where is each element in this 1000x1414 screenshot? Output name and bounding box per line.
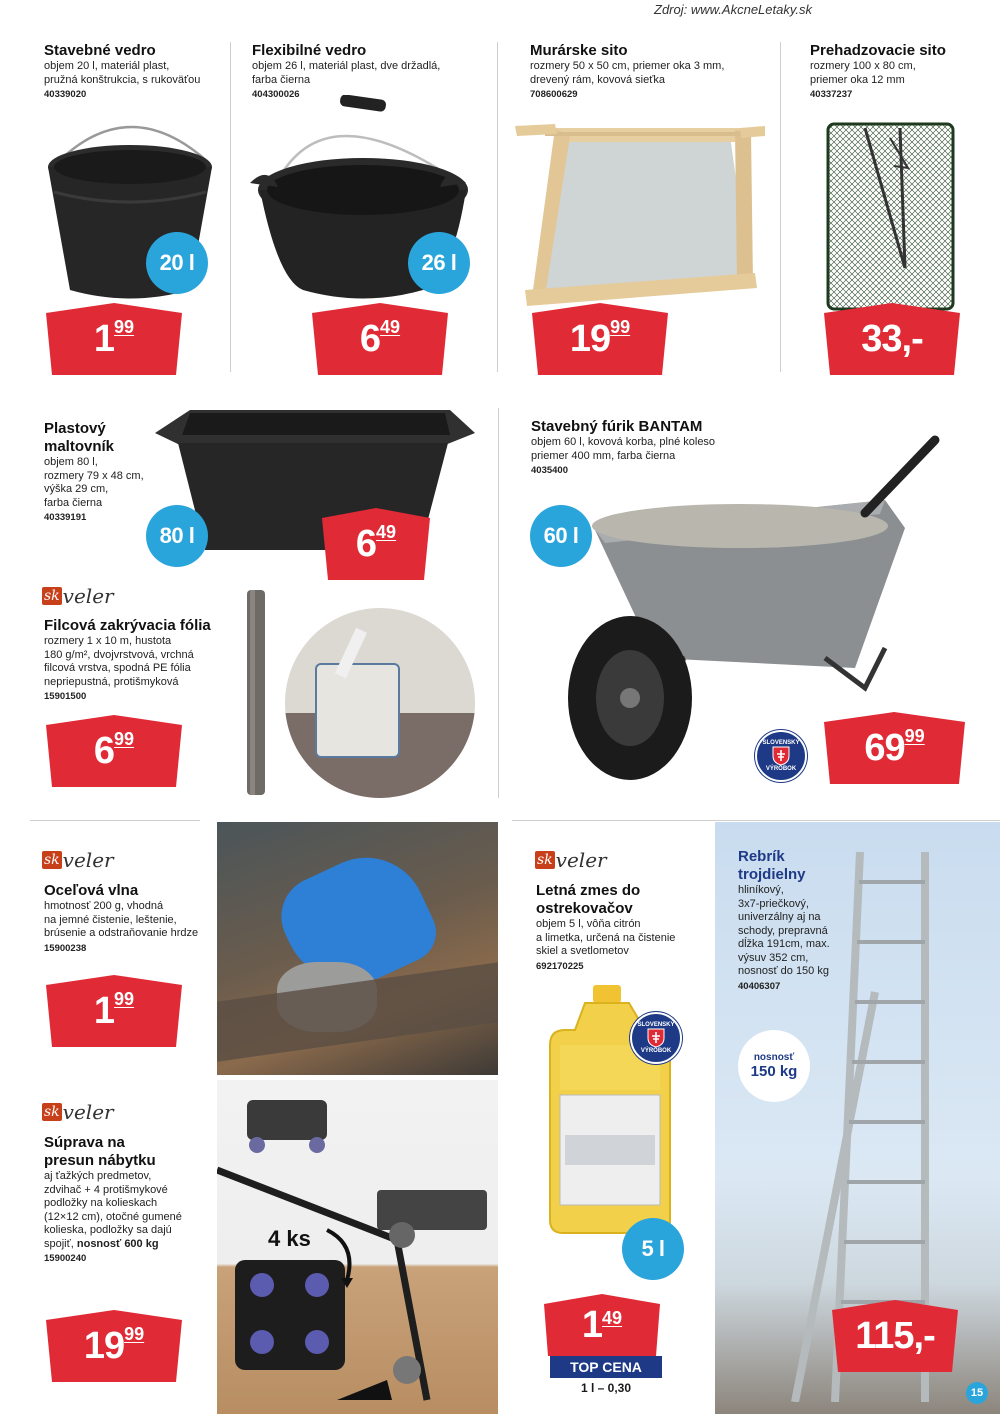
price-tag xyxy=(44,975,184,1047)
product-desc-line: hliníkový, xyxy=(738,884,784,896)
volume-badge: 5 l xyxy=(622,1218,684,1280)
product-mover-info xyxy=(44,1134,219,1264)
price-tag xyxy=(830,1300,960,1372)
logo-prefix: sk xyxy=(44,588,60,604)
price-tag xyxy=(44,1310,184,1382)
product-desc-line: rozmery 1 x 10 m, hustota xyxy=(44,635,172,647)
product-flex-bucket-info xyxy=(252,42,492,100)
product-desc-line: podložky na kolieskach xyxy=(44,1197,158,1209)
product-code: 40339020 xyxy=(44,89,87,100)
product-desc-line: brúsenie a odstraňovanie hrdze xyxy=(44,927,199,939)
slovak-shield-icon xyxy=(647,1028,665,1048)
slovak-product-badge xyxy=(755,730,807,782)
product-title: Filcová zakrývacia fólia xyxy=(44,617,211,634)
price-tag xyxy=(530,303,670,375)
price-tag xyxy=(542,1294,662,1356)
top-price-label: TOP CENA xyxy=(550,1356,662,1378)
price-tag xyxy=(310,303,450,375)
veler-logo xyxy=(535,848,607,872)
product-desc-line: objem 5 l, vôňa citrón xyxy=(536,918,641,930)
product-code: 15900238 xyxy=(44,942,87,954)
product-code: 15901500 xyxy=(44,691,87,702)
product-desc-line: kolieska, podložky sa dajú xyxy=(44,1224,172,1236)
price-cents: 99 xyxy=(114,317,135,337)
logo-text: veler xyxy=(62,584,114,608)
product-desc-line: priemer oka 12 mm xyxy=(810,73,905,86)
logo-text: veler xyxy=(62,848,114,872)
product-desc-line: na jemné čistenie, leštenie, xyxy=(44,913,177,926)
desc-text: spojiť, xyxy=(44,1237,77,1250)
load-value: 150 kg xyxy=(750,1063,798,1080)
product-code: 404300026 xyxy=(252,89,300,100)
product-title: Flexibilné vedro xyxy=(252,42,367,59)
product-title: Letná zmes do xyxy=(536,882,641,899)
product-title: presun nábytku xyxy=(44,1152,156,1169)
price-tag xyxy=(320,508,432,580)
product-desc-line: univerzálny aj na xyxy=(738,911,821,923)
divider xyxy=(780,42,781,372)
product-desc-line: rozmery 100 x 80 cm, xyxy=(810,60,916,72)
product-desc-line: objem 80 l, xyxy=(44,456,98,468)
product-desc-line: rozmery 50 x 50 cm, priemer oka 3 mm, xyxy=(530,60,725,72)
product-title: maltovník xyxy=(44,438,115,455)
slovak-product-badge xyxy=(630,1012,682,1064)
product-title: Oceľová vlna xyxy=(44,882,139,899)
product-desc-line: 180 g/m², dvojvrstvová, vrchná xyxy=(44,648,194,661)
product-code: 692170225 xyxy=(536,960,584,972)
price-cents: 49 xyxy=(602,1308,623,1328)
divider xyxy=(30,820,200,821)
price-cents: 99 xyxy=(114,989,135,1009)
price-cents: 49 xyxy=(376,522,397,542)
product-desc-line: aj ťažkých predmetov, xyxy=(44,1170,152,1182)
product-code: 15900240 xyxy=(44,1253,87,1264)
product-sieve-info xyxy=(530,42,775,100)
sieve-image xyxy=(515,118,765,308)
badge-line: SLOVENSKÝ xyxy=(762,740,800,746)
product-wool-info xyxy=(44,882,219,954)
product-throw-sieve-info xyxy=(810,42,995,100)
product-desc-line: nosnosť do 150 kg xyxy=(738,965,829,977)
volume-badge: 80 l xyxy=(146,505,208,567)
product-code: 40339191 xyxy=(44,512,87,523)
price-cents: 99 xyxy=(904,726,925,746)
product-code: 40337237 xyxy=(810,89,853,100)
product-title: Prehadzovacie sito xyxy=(810,42,946,59)
product-desc-line: pružná konštrukcia, s rukoväťou xyxy=(44,73,201,86)
product-bucket-info xyxy=(44,42,229,100)
product-desc-line: rozmery 79 x 48 cm, xyxy=(44,469,144,482)
product-desc-line: (12×12 cm), otočné gumené xyxy=(44,1210,182,1223)
logo-prefix: sk xyxy=(537,852,553,868)
badge-line: SLOVENSKÝ xyxy=(637,1022,675,1028)
price-tag xyxy=(822,303,962,375)
load-label: nosnosť xyxy=(753,1052,795,1063)
product-code: 4035400 xyxy=(531,465,568,476)
product-title: Stavebný fúrik BANTAM xyxy=(531,418,703,435)
price-cents: 99 xyxy=(610,317,631,337)
product-desc-line: hmotnosť 200 g, vhodná xyxy=(44,900,164,912)
divider xyxy=(512,820,1000,821)
product-desc-line: filcová vrstva, spodná PE fólia xyxy=(44,662,191,674)
product-desc-line: skiel a svetlometov xyxy=(536,945,629,957)
product-ladder-info xyxy=(738,848,878,992)
product-desc-line: a limetka, určená na čistenie xyxy=(536,931,676,944)
price-main: 115,- xyxy=(855,1315,935,1357)
divider xyxy=(230,42,231,372)
product-desc-line: zdvihač + 4 protišmykové xyxy=(44,1183,168,1196)
price-main: 1 xyxy=(581,1304,603,1346)
product-desc-line: farba čierna xyxy=(252,73,311,86)
price-main: 6 xyxy=(359,318,381,360)
divider xyxy=(498,408,499,798)
badge-line: VÝROBOK xyxy=(640,1048,672,1054)
price-tag xyxy=(822,712,967,784)
product-washer-info xyxy=(536,882,716,972)
price-cents: 99 xyxy=(114,729,135,749)
logo-prefix: sk xyxy=(44,852,60,868)
price-main: 69 xyxy=(864,727,905,769)
badge-line: VÝROBOK xyxy=(765,766,797,772)
price-main: 6 xyxy=(93,730,115,772)
volume-badge: 60 l xyxy=(530,505,592,567)
source-credit: Zdroj: www.AkcneLetaky.sk xyxy=(654,2,812,17)
product-title: trojdielny xyxy=(738,866,806,883)
veler-logo xyxy=(42,1100,114,1124)
product-desc-line: schody, prepravná xyxy=(738,924,828,937)
price-main: 1 xyxy=(93,990,115,1032)
throw-sieve-image xyxy=(810,118,960,318)
steel-wool-photo xyxy=(217,822,498,1075)
product-desc-line: nepriepustná, protišmyková xyxy=(44,675,179,688)
pieces-count: 4 ks xyxy=(268,1226,311,1251)
product-code: 40406307 xyxy=(738,980,781,992)
price-main: 19 xyxy=(83,1325,125,1367)
veler-logo xyxy=(42,848,114,872)
price-main: 33,- xyxy=(861,318,923,360)
price-main: 1 xyxy=(93,318,115,360)
product-desc-line: objem 60 l, kovová korba, plné koleso xyxy=(531,436,716,448)
desc-bold: nosnosť 600 kg xyxy=(76,1237,159,1250)
film-roll-image xyxy=(244,590,268,795)
price-main: 6 xyxy=(355,523,377,565)
product-desc-line: objem 26 l, materiál plast, dve držadlá, xyxy=(252,60,441,72)
load-capacity-badge xyxy=(738,1030,810,1102)
product-title: Murárske sito xyxy=(530,42,628,59)
slovak-shield-icon xyxy=(772,746,790,766)
product-desc-line: dĺžka 191cm, max. xyxy=(738,938,830,950)
price-main: 19 xyxy=(569,318,611,360)
product-desc-line: objem 20 l, materiál plast, xyxy=(44,60,170,72)
product-desc-line: farba čierna xyxy=(44,496,103,509)
product-desc-line: drevený rám, kovová sieťka xyxy=(530,73,665,86)
price-cents: 99 xyxy=(124,1324,145,1344)
price-tag xyxy=(44,715,184,787)
price-cents: 49 xyxy=(380,317,401,337)
volume-badge: 20 l xyxy=(146,232,208,294)
divider xyxy=(497,42,498,372)
product-desc-line: výsuv 352 cm, xyxy=(738,951,809,964)
logo-text: veler xyxy=(555,848,607,872)
product-desc-line: výška 29 cm, xyxy=(44,483,109,495)
furniture-mover-photo xyxy=(217,1080,498,1414)
product-code: 708600629 xyxy=(530,89,578,100)
product-title: Plastový xyxy=(44,420,106,437)
product-title: Rebrík xyxy=(738,848,785,865)
product-film-info xyxy=(44,617,244,702)
logo-prefix: sk xyxy=(44,1104,60,1120)
unit-price: 1 l – 0,30 xyxy=(580,1381,632,1395)
product-title: Stavebné vedro xyxy=(44,42,156,59)
page-number: 15 xyxy=(966,1382,988,1404)
volume-badge: 26 l xyxy=(408,232,470,294)
price-tag xyxy=(44,303,184,375)
product-desc-line: 3x7-priečkový, xyxy=(738,897,809,910)
product-title: Súprava na xyxy=(44,1134,125,1151)
product-title: ostrekovačov xyxy=(536,900,633,917)
product-desc-line xyxy=(44,1238,219,1252)
film-usage-photo xyxy=(285,608,475,798)
product-desc-line: priemer 400 mm, farba čierna xyxy=(531,449,676,462)
logo-text: veler xyxy=(62,1100,114,1124)
veler-logo xyxy=(42,584,114,608)
